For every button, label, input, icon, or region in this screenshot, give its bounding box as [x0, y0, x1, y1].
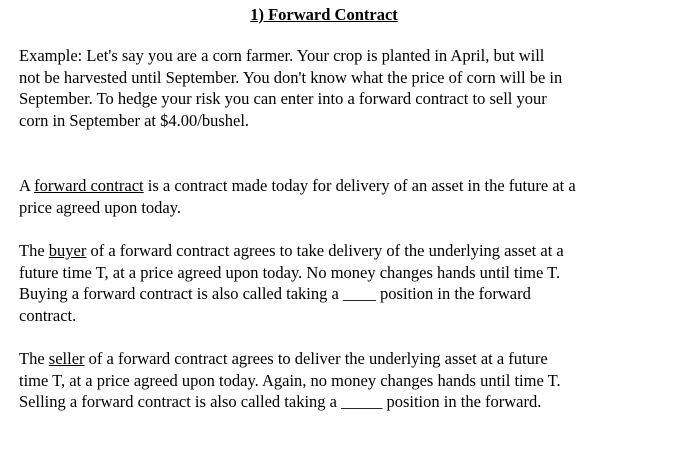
example-line-2: not be harvested until September. You don't know what the price of corn will be in	[19, 67, 563, 87]
definition-line-1	[19, 175, 659, 197]
buyer-prefix: The	[19, 241, 49, 260]
seller-paragraph	[19, 348, 659, 413]
definition-prefix: A	[19, 176, 35, 195]
seller-prefix: The	[19, 349, 49, 368]
seller-line-2: time T, at a price agreed upon today. Again, no money changes hands until time T.	[19, 370, 561, 390]
buyer-term: buyer	[48, 241, 87, 260]
example-paragraph	[19, 45, 659, 131]
example-line-3: September. To hedge your risk you can enter into a forward contract to sell your	[19, 89, 547, 108]
example-line-4: corn in September at $4.00/bushel.	[19, 110, 250, 130]
seller-line-1	[19, 348, 659, 370]
definition-line-2: price agreed upon today.	[19, 197, 182, 217]
buyer-line-1	[19, 240, 659, 262]
buyer-line-1-rest: of a forward contract agrees to take delivery of the underlying asset at a	[86, 241, 564, 260]
buyer-line-3: Buying a forward contract is also called taking a ____ position in the forward	[19, 284, 531, 303]
buyer-line-2: future time T, at a price agreed upon today. No money changes hands until time T.	[19, 262, 561, 282]
buyer-line-4: contract.	[19, 305, 77, 325]
buyer-paragraph	[19, 240, 659, 326]
definition-term: forward contract	[34, 176, 144, 195]
definition-paragraph	[19, 175, 659, 218]
seller-line-1-rest: of a forward contract agrees to deliver the underlying asset at a future	[84, 349, 548, 368]
example-line-1: Example: Let's say you are a corn farmer. Your crop is planted in April, but will	[19, 46, 545, 65]
seller-term: seller	[48, 349, 85, 368]
page-title: 1) Forward Contract	[250, 5, 398, 24]
definition-line-1-rest: is a contract made today for delivery of an asset in the future at a	[143, 176, 576, 195]
seller-line-3: Selling a forward contract is also called taking a _____ position in the forward.	[19, 392, 542, 411]
